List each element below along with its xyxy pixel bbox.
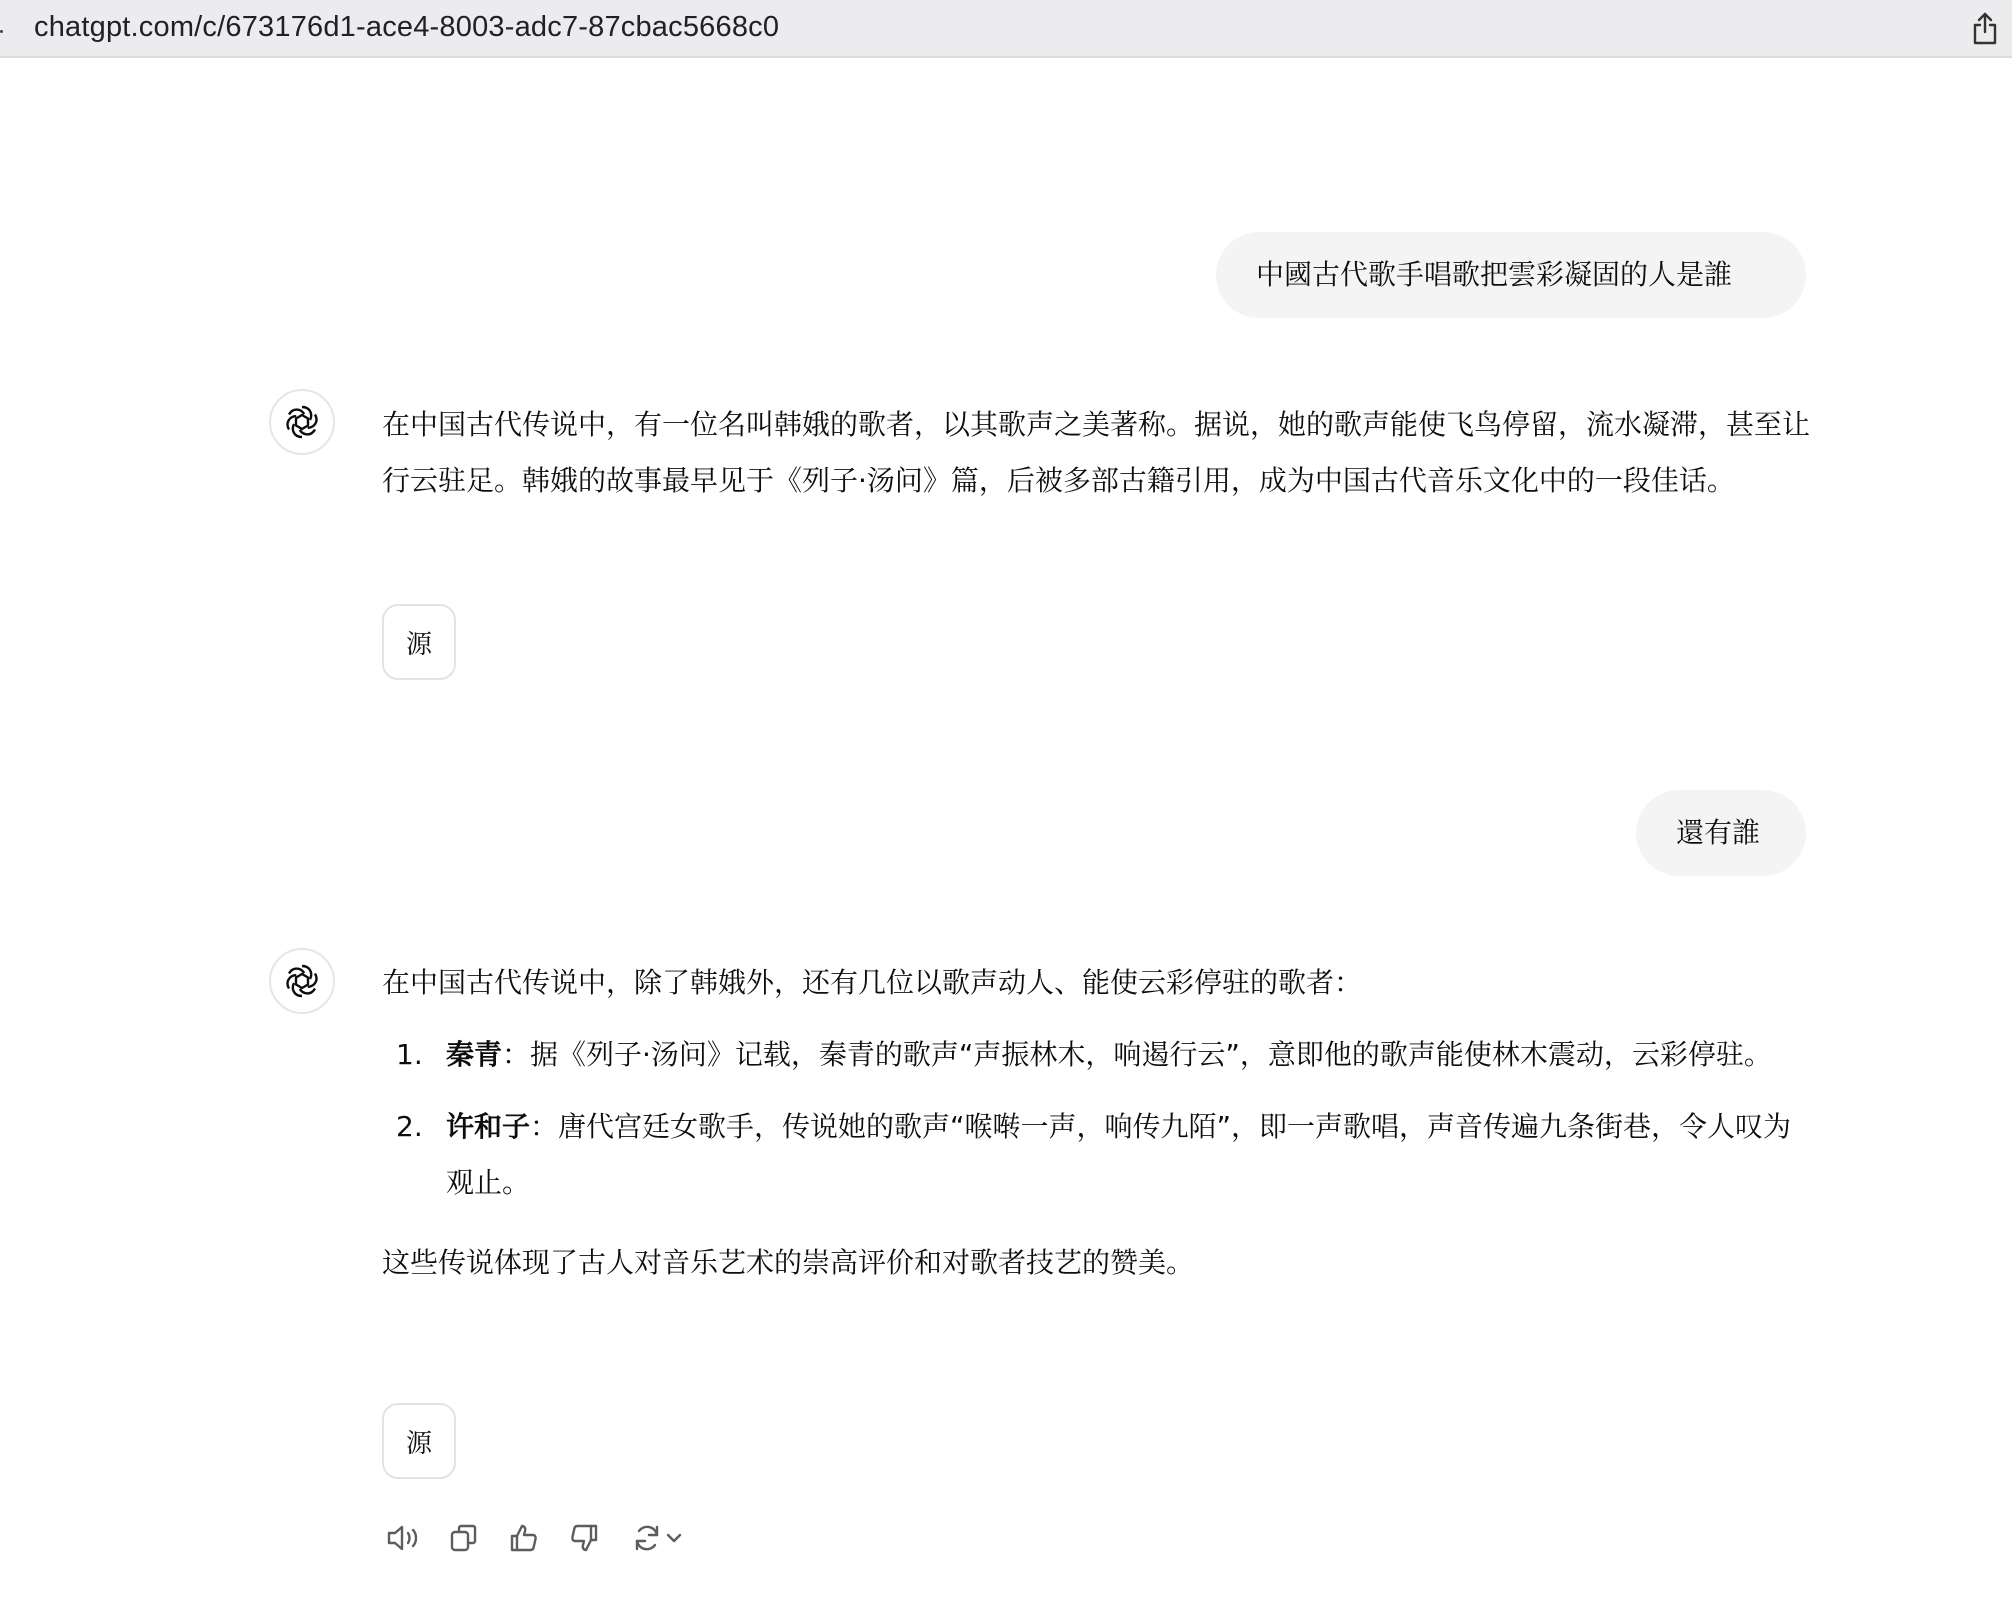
singer-list — [382, 1027, 1812, 1211]
user-message-text: 中國古代歌手唱歌把雲彩凝固的人是誰 — [1256, 258, 1733, 291]
list-item — [382, 1099, 1812, 1211]
speaker-icon[interactable] — [382, 1516, 426, 1560]
message-action-toolbar — [382, 1516, 694, 1560]
sources-button[interactable] — [382, 1403, 456, 1479]
assistant-avatar — [269, 389, 335, 455]
assistant-intro: 在中国古代传说中，除了韩娥外，还有几位以歌声动人、能使云彩停驻的歌者： — [382, 966, 1363, 999]
openai-logo-icon — [282, 402, 322, 442]
openai-logo-icon — [282, 961, 322, 1001]
assistant-message — [382, 397, 1812, 509]
list-item-name: 秦青 — [446, 1038, 503, 1071]
list-item-text: ：据《列子·汤问》记载，秦青的歌声“声振林木，响遏行云”，意即他的歌声能使林木震动，云彩停驻。 — [502, 1038, 1772, 1071]
assistant-message-text: 在中国古代传说中，有一位名叫韩娥的歌者，以其歌声之美著称。据说，她的歌声能使飞鸟停留，流水凝滞，甚至让行云驻足。韩娥的故事最早见于《列子·汤问》篇，后被多部古籍引用，成为中国古代音乐文化中的一段佳话。 — [382, 408, 1811, 497]
list-item — [382, 1027, 1812, 1083]
regenerate-button[interactable] — [622, 1516, 694, 1560]
share-icon[interactable] — [1970, 10, 2000, 46]
tab-edge-icon — [0, 22, 4, 36]
user-message — [1216, 232, 1806, 318]
regenerate-icon — [631, 1522, 663, 1554]
assistant-avatar — [269, 948, 335, 1014]
thumbs-up-icon[interactable] — [502, 1516, 546, 1560]
list-number: 1. — [396, 1038, 423, 1071]
copy-icon[interactable] — [442, 1516, 486, 1560]
list-item-text: ：唐代宫廷女歌手，传说她的歌声“喉啭一声，响传九陌”，即一声歌唱，声音传遍九条街巷，令人叹为观止。 — [446, 1110, 1792, 1199]
list-item-name: 许和子 — [446, 1110, 531, 1143]
list-number: 2. — [396, 1110, 423, 1143]
assistant-message — [382, 955, 1812, 1291]
user-message — [1636, 790, 1806, 876]
user-message-text: 還有誰 — [1676, 816, 1761, 849]
sources-button-label: 源 — [405, 629, 432, 660]
chevron-down-icon — [663, 1527, 685, 1549]
sources-button-label: 源 — [405, 1428, 432, 1459]
browser-address-bar — [0, 0, 2012, 58]
assistant-closing: 这些传说体现了古人对音乐艺术的崇高评价和对歌者技艺的赞美。 — [382, 1246, 1195, 1279]
thumbs-down-icon[interactable] — [562, 1516, 606, 1560]
sources-button[interactable] — [382, 604, 456, 680]
url-text[interactable]: chatgpt.com/c/673176d1-ace4-8003-adc7-87cbac5668c0 — [34, 11, 780, 43]
